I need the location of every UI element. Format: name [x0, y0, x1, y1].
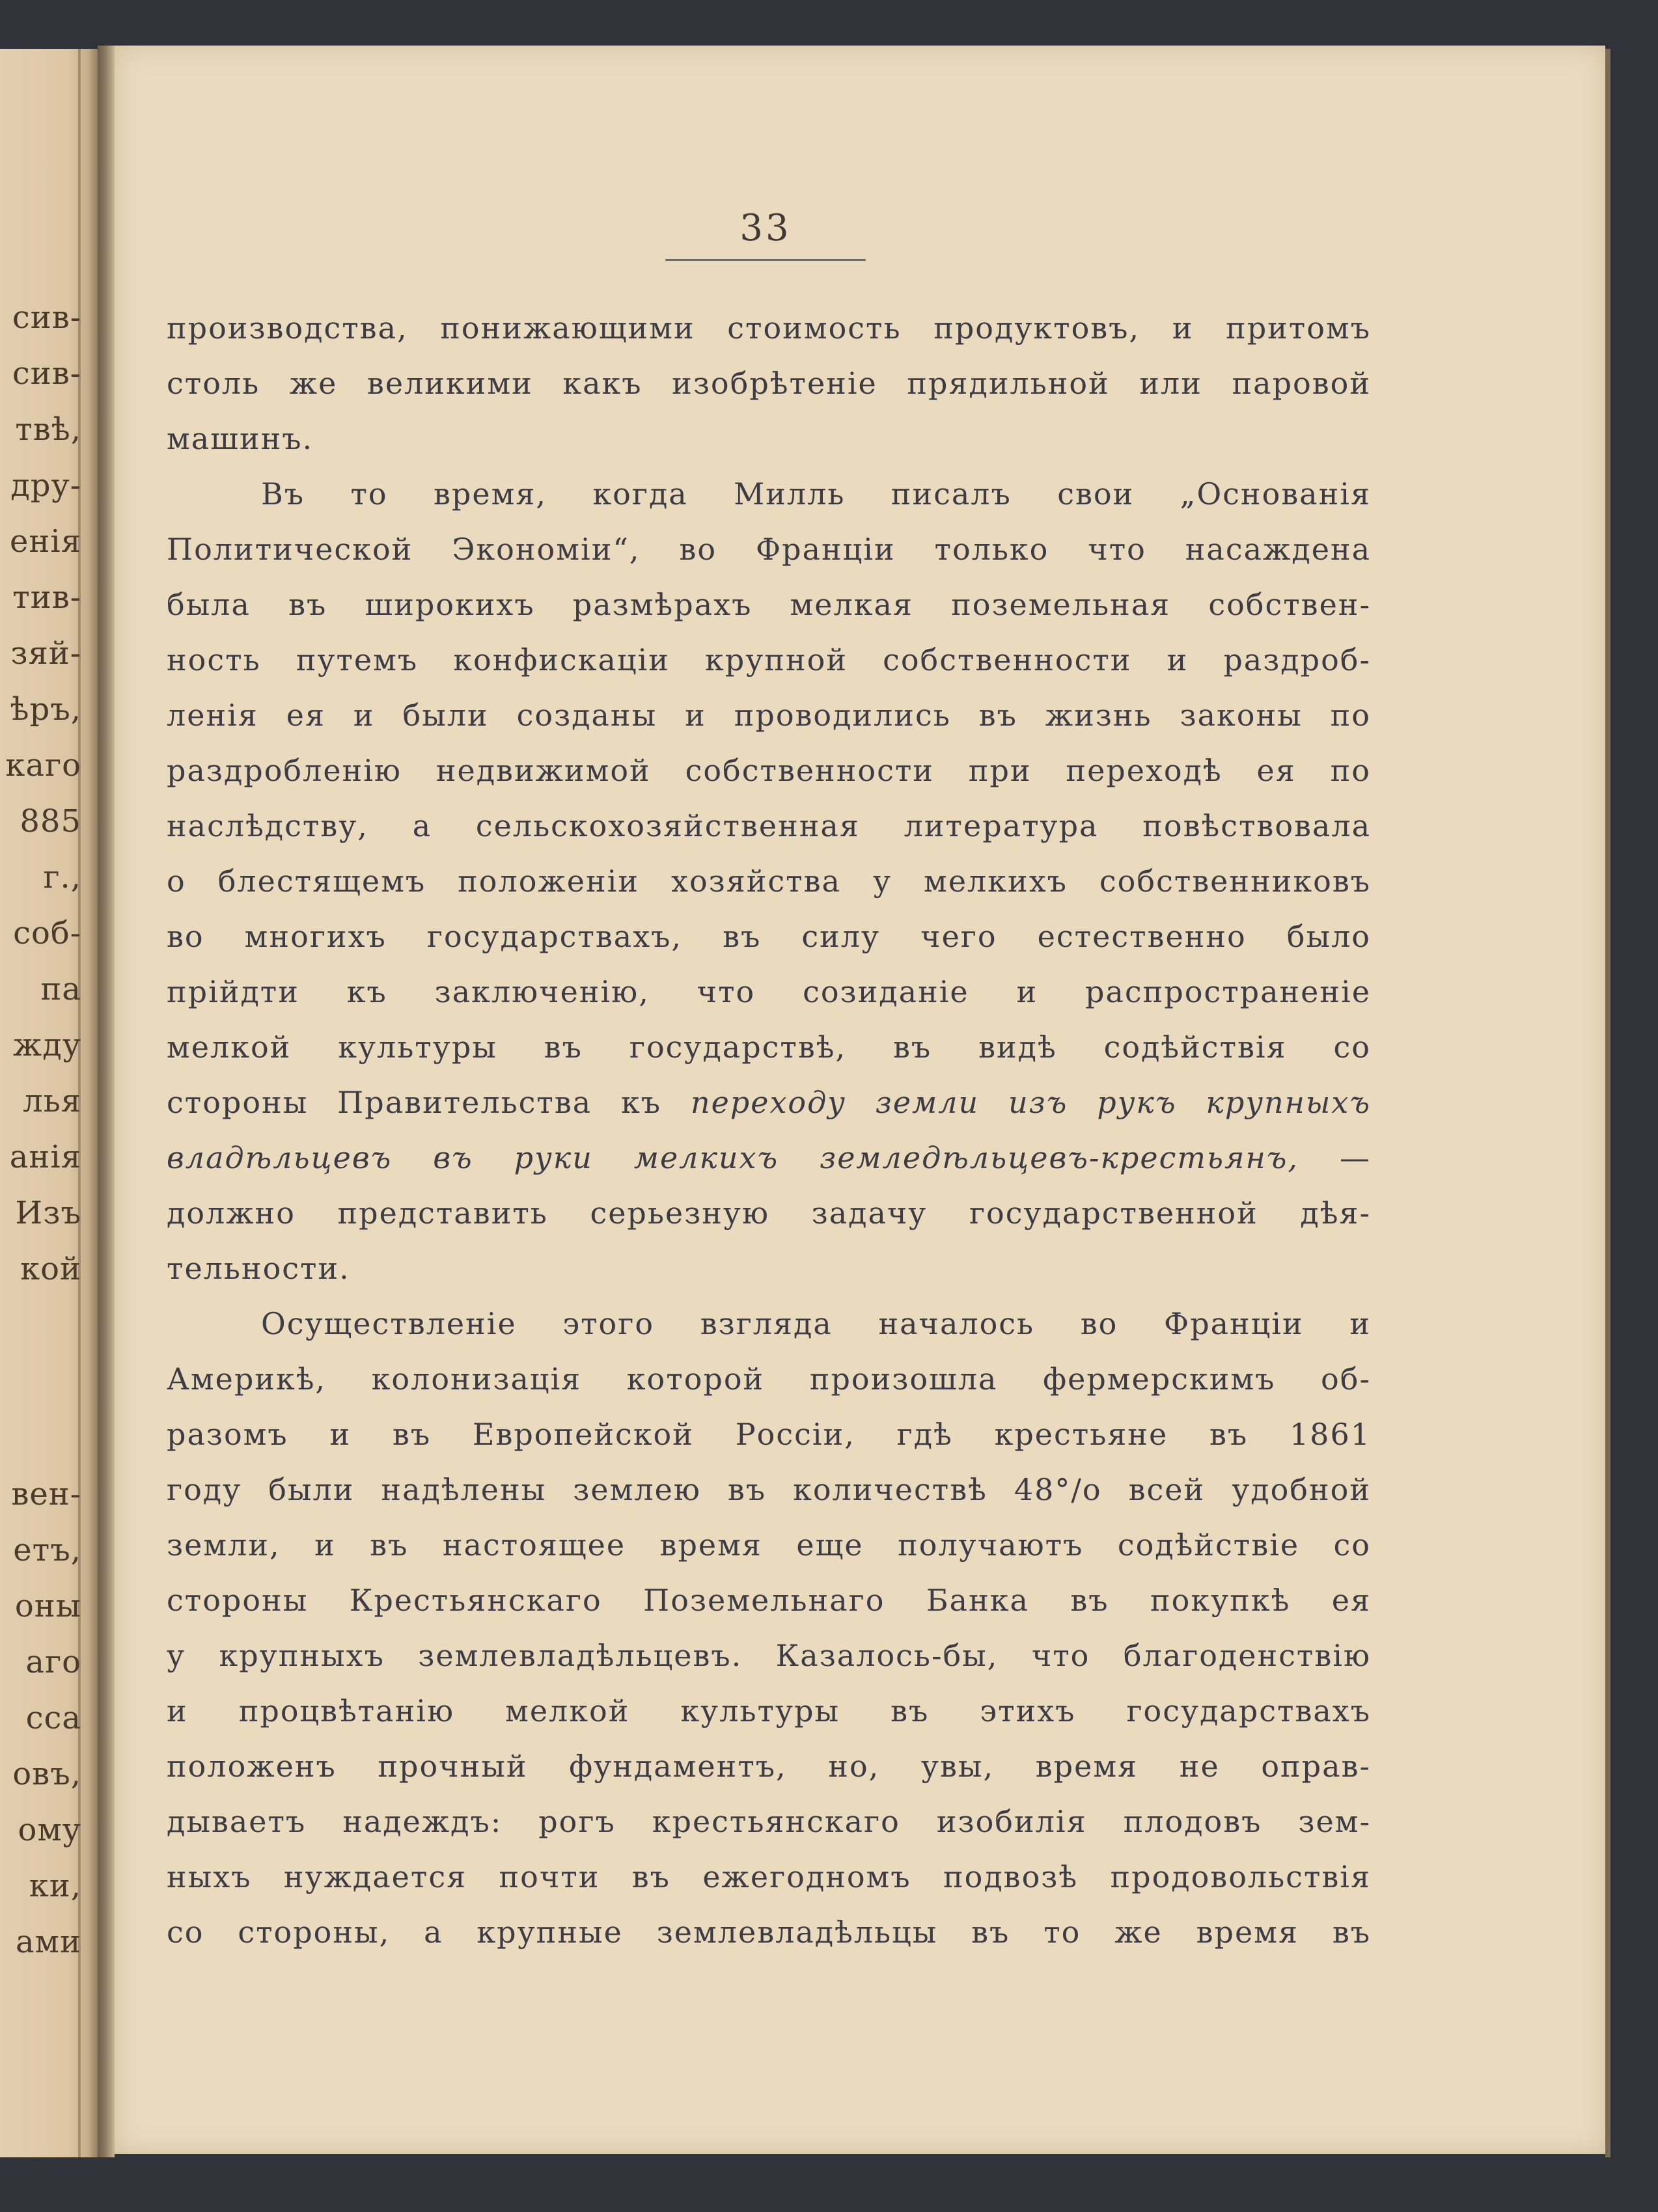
text-line: должно представить серьезную задачу государственной дѣя-: [167, 1195, 1371, 1231]
left-fragment: Изъ: [15, 1195, 81, 1231]
left-fragment: ому: [18, 1812, 81, 1848]
text-line: машинъ.: [167, 421, 314, 456]
left-fragment: сса: [25, 1700, 81, 1736]
text-line: производства, понижающими стоимость продуктовъ, и притомъ: [167, 310, 1371, 346]
text-line: наслѣдству, а сельскохозяйственная литература повѣствовала: [167, 808, 1371, 843]
left-fragment: овъ,: [12, 1756, 81, 1792]
text-line: земли, и въ настоящее время еще получаютъ содѣйствіе со: [167, 1527, 1371, 1563]
text-line: стороны Крестьянскаго Поземельнаго Банка въ покупкѣ ея: [167, 1583, 1371, 1618]
text-line: Америкѣ, колонизація которой произошла фермерскимъ об-: [167, 1361, 1371, 1397]
left-fragment: сив-: [12, 355, 81, 392]
text-line: ныхъ нуждается почти въ ежегодномъ подвозѣ продовольствія: [167, 1859, 1371, 1894]
book-gutter: [98, 46, 115, 2157]
text-line-mixed: [167, 1130, 1371, 1186]
text-line: со стороны, а крупные землевладѣльцы въ то же время въ: [167, 1915, 1371, 1950]
left-fragment: г.,: [43, 859, 81, 895]
text-line: раздробленію недвижимой собственности при переходѣ ея по: [167, 753, 1371, 788]
left-fragment: аго: [25, 1644, 81, 1680]
text-line: тельности.: [167, 1251, 350, 1286]
left-fragment: твѣ,: [15, 411, 81, 448]
left-fragment: оны: [14, 1588, 81, 1624]
left-fragment: тив-: [12, 579, 81, 616]
left-fragment: етъ,: [13, 1532, 81, 1568]
text-line: году были надѣлены землею въ количествѣ 48°/о всей удобной: [167, 1472, 1371, 1507]
text-line: ленія ея и были созданы и проводились въ жизнь законы по: [167, 698, 1371, 733]
left-fragment: ами: [16, 1924, 81, 1960]
text-segment: —: [1299, 1140, 1371, 1175]
text-line: дываетъ надеждъ: рогъ крестьянскаго изобилія плодовъ зем-: [167, 1804, 1371, 1839]
left-fragment: зяй-: [10, 635, 81, 672]
left-page-text-fragments: [0, 290, 81, 1970]
left-fragment: енія: [9, 523, 81, 560]
left-fragment: кой: [20, 1251, 81, 1287]
left-fragment: жду: [13, 1027, 81, 1063]
text-line: ность путемъ конфискаціи крупной собственности и раздроб-: [167, 642, 1371, 677]
text-line: разомъ и въ Европейской Россіи, гдѣ крестьяне въ 1861: [167, 1417, 1371, 1452]
page-body: [167, 301, 1371, 1960]
text-line: положенъ прочный фундаментъ, но, увы, время не оправ-: [167, 1749, 1371, 1784]
left-fragment: 885: [20, 803, 81, 840]
left-fragment: каго: [5, 747, 81, 784]
left-fragment: ки,: [29, 1868, 81, 1904]
page-number: 33: [739, 207, 792, 249]
text-segment: стороны Правительства къ: [167, 1085, 691, 1120]
text-line: Въ то время, когда Милль писалъ свои „Основанія: [261, 476, 1371, 512]
text-line: у крупныхъ землевладѣльцевъ. Казалось-бы, что благоденствію: [167, 1638, 1371, 1673]
left-fragment: соб-: [13, 915, 81, 951]
text-line-mixed: [167, 1075, 1371, 1130]
text-line: Политической Экономіи“, во Франціи только что насаждена: [167, 532, 1371, 567]
left-fragment: сив-: [12, 299, 81, 336]
text-line: о блестящемъ положеніи хозяйства у мелкихъ собственниковъ: [167, 864, 1371, 899]
italic-segment: переходу земли изъ рукъ крупныхъ: [690, 1085, 1371, 1120]
right-page-edge: [1605, 49, 1610, 2157]
left-fragment: вен-: [11, 1476, 81, 1512]
left-fragment-gap: [0, 1297, 81, 1466]
text-line: во многихъ государствахъ, въ силу чего естественно было: [167, 919, 1371, 954]
text-line: Осуществленіе этого взгляда началось во Франціи и: [261, 1306, 1371, 1341]
text-line: столь же великими какъ изобрѣтеніе прядильной или паровой: [167, 366, 1371, 401]
left-fragment: дру-: [10, 467, 81, 504]
left-fragment: па: [40, 971, 81, 1007]
italic-segment: владѣльцевъ въ руки мелкихъ земледѣльцевъ-крестьянъ,: [167, 1140, 1299, 1175]
text-line: и процвѣтанію мелкой культуры въ этихъ государствахъ: [167, 1693, 1371, 1728]
text-line: прійдти къ заключенію, что созиданіе и распространеніе: [167, 974, 1371, 1009]
left-fragment: лья: [23, 1083, 81, 1119]
text-line: мелкой культуры въ государствѣ, въ видѣ содѣйствія со: [167, 1030, 1371, 1065]
left-fragment: анія: [9, 1139, 81, 1175]
text-line: была въ широкихъ размѣрахъ мелкая поземельная собствен-: [167, 587, 1371, 622]
header-rule: [665, 259, 866, 261]
left-fragment: ѣръ,: [10, 691, 81, 728]
